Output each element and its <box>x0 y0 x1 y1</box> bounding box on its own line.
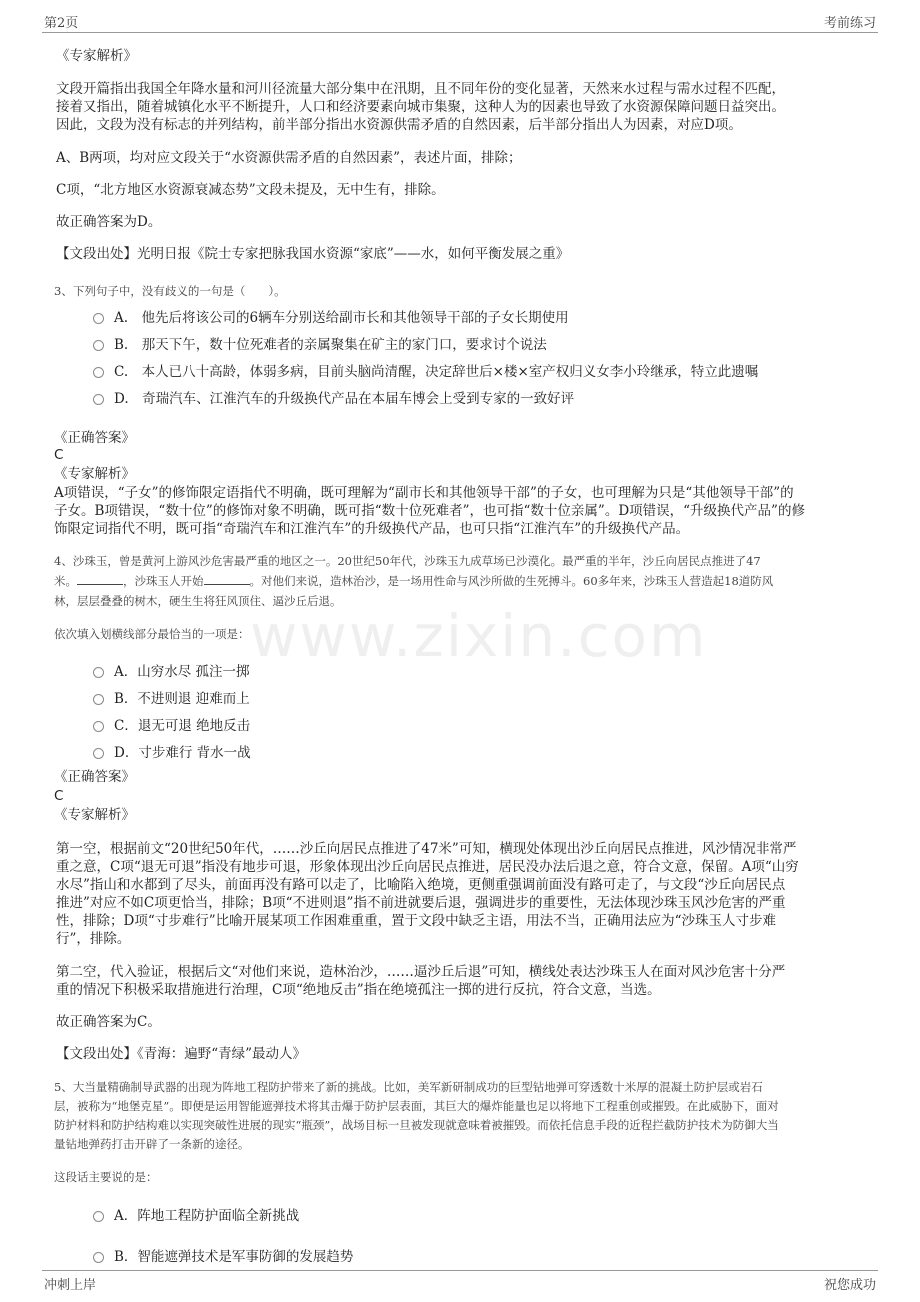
q3-analysis-line: 饰限定词指代不明，既可指“奇瑞汽车和江淮汽车”的升级换代产品，也可只指“江淮汽车”的升级换代产品。 <box>54 521 690 537</box>
q5-prompt: 这段话主要说的是： <box>54 1170 158 1184</box>
q4-analysis-line: 推进”对应不如C项更恰当，排除；B项“不进则退”指不前进就要后退，强调进步的重要性，无法体现沙珠玉风沙危害的严重 <box>56 895 786 911</box>
q4-analysis-line: 水尽”指山和水都到了尽头，前面再没有路可以走了，比喻陷入绝境，更侧重强调前面没有路可走了，与文段“沙丘向居民点 <box>56 877 786 893</box>
option-label: A. 他先后将该公司的6辆车分别送给副市长和其他领导干部的子女长期使用 <box>114 310 569 326</box>
q3-question: 3、下列句子中，没有歧义的一句是（ ）。 <box>54 284 286 298</box>
q4-stem-line <box>54 572 773 591</box>
q2-analysis-title: 《专家解析》 <box>56 48 137 64</box>
option-label: B．智能遮弹技术是军事防御的发展趋势 <box>114 1249 354 1265</box>
radio-icon[interactable] <box>93 1211 104 1222</box>
q2-analysis-line: C项，“北方地区水资源衰减态势”文段未提及，无中生有，排除。 <box>56 182 445 198</box>
q4-analysis-line: 行”，排除。 <box>56 931 131 947</box>
q3-option-c[interactable] <box>92 360 892 382</box>
q4-analysis-line: 重的情况下积极采取措施进行治理，C项“绝地反击”指在绝境孤注一掷的进行反抗，符合文意，当选。 <box>56 982 661 998</box>
option-label: B．不进则退 迎难而上 <box>114 691 250 707</box>
q4-analysis-title: 《专家解析》 <box>54 807 135 823</box>
q2-conclusion: 故正确答案为D。 <box>56 214 162 230</box>
footer-left: 冲刺上岸 <box>44 1278 97 1293</box>
watermark: www.zixin.com <box>250 602 708 670</box>
q4-option-b[interactable] <box>92 687 492 709</box>
footer-divider <box>42 1270 878 1271</box>
q4-stem-line: 4、沙珠玉，曾是黄河上游风沙危害最严重的地区之一。20世纪50年代，沙珠玉九成草场已沙漠化。最严重的半年，沙丘向居民点推进了47 <box>54 554 761 568</box>
q4-stem-part: 米。 <box>54 574 77 588</box>
fill-blank-2 <box>204 572 250 585</box>
q4-stem-part: 。对他们来说，造林治沙，是一场用性命与风沙所做的生死搏斗。60多年来，沙珠玉人营造起18道防风 <box>249 574 774 588</box>
fill-blank-1 <box>77 572 123 585</box>
radio-icon[interactable] <box>93 1252 104 1263</box>
q4-answer-title: 《正确答案》 <box>54 769 135 785</box>
q3-option-a[interactable] <box>92 306 892 328</box>
radio-icon[interactable] <box>93 721 104 732</box>
radio-icon[interactable] <box>93 667 104 678</box>
q5-stem-line: 防护材料和防护结构难以实现突破性进展的现实“瓶颈”，战场目标一旦被发现就意味着被摧毁。而依托信息手段的近程拦截防护技术为防御大当 <box>54 1118 779 1132</box>
option-label: C. 本人已八十高龄，体弱多病，目前头脑尚清醒，决定辞世后×楼×室产权归义女李小玲继承，特立此遗嘱 <box>114 364 759 380</box>
radio-icon[interactable] <box>93 340 104 351</box>
q4-analysis-line: 性，排除；D项“寸步难行”比喻开展某项工作困难重重，置于文段中缺乏主语，用法不当，正确用法应为“沙珠玉人寸步难 <box>56 913 777 929</box>
header-divider <box>42 32 878 33</box>
radio-icon[interactable] <box>93 394 104 405</box>
q4-answer: C <box>54 788 64 804</box>
q2-analysis-line: 接着又指出，随着城镇化水平不断提升，人口和经济要素向城市集聚，这种人为的因素也导致了水资源保障问题日益突出。 <box>56 99 785 115</box>
option-label: C．退无可退 绝地反击 <box>114 718 251 734</box>
option-label: D. 奇瑞汽车、江淮汽车的升级换代产品在本届车博会上受到专家的一致好评 <box>114 391 575 407</box>
q4-stem-part: ，沙珠玉人开始 <box>123 574 204 588</box>
option-label: D．寸步难行 背水一战 <box>114 745 251 761</box>
q2-source: 【文段出处】光明日报《院士专家把脉我国水资源“家底”——水，如何平衡发展之重》 <box>56 246 570 262</box>
footer-right: 祝您成功 <box>823 1278 876 1293</box>
q3-analysis-line: 子女。B项错误，“数十位”的修饰对象不明确，既可指“数十位死难者”，也可指“数十位亲属”。D项错误，“升级换代产品”的修 <box>54 503 805 519</box>
q3-answer-title: 《正确答案》 <box>54 430 135 446</box>
radio-icon[interactable] <box>93 313 104 324</box>
option-label: B. 那天下午，数十位死难者的亲属聚集在矿主的家门口，要求讨个说法 <box>114 337 547 353</box>
q2-analysis-line: 文段开篇指出我国全年降水量和河川径流量大部分集中在汛期，且不同年份的变化显著，天然来水过程与需水过程不匹配， <box>56 81 785 97</box>
q4-prompt: 依次填入划横线部分最恰当的一项是： <box>54 627 250 641</box>
q5-option-b[interactable] <box>92 1245 592 1267</box>
option-label: A．阵地工程防护面临全新挑战 <box>114 1208 300 1224</box>
option-label: A．山穷水尽 孤注一掷 <box>114 664 250 680</box>
q5-stem-line: 5、大当量精确制导武器的出现为阵地工程防护带来了新的挑战。比如，美军新研制成功的巨型钻地弹可穿透数十米厚的混凝土防护层或岩石 <box>54 1080 763 1094</box>
q2-analysis-line: 因此，文段为没有标志的并列结构，前半部分指出水资源供需矛盾的自然因素，后半部分指出人为因素，对应D项。 <box>56 117 742 133</box>
q4-stem-line: 林，层层叠叠的树木，硬生生将狂风顶住、逼沙丘后退。 <box>54 594 342 608</box>
radio-icon[interactable] <box>93 748 104 759</box>
q3-analysis-title: 《专家解析》 <box>54 466 135 482</box>
q4-analysis-line: 第一空，根据前文“20世纪50年代，……沙丘向居民点推进了47米”可知，横现处体现出沙丘向居民点推进，风沙情况非常严 <box>56 841 797 857</box>
q3-option-b[interactable] <box>92 333 892 355</box>
q5-stem-line: 层，被称为“地堡克星”。即便是运用智能遮弹技术将其击爆于防护层表面，其巨大的爆炸能量也足以将地下工程重创或摧毁。在此威胁下，面对 <box>54 1099 779 1113</box>
q4-conclusion: 故正确答案为C。 <box>56 1014 161 1030</box>
radio-icon[interactable] <box>93 367 104 378</box>
q3-analysis-line: A项错误，“子女”的修饰限定语指代不明确，既可理解为“副市长和其他领导干部”的子女，也可理解为只是“其他领导干部”的 <box>54 485 794 501</box>
q4-option-c[interactable] <box>92 714 492 736</box>
q5-stem-line: 量钻地弹药打击开辟了一条新的途径。 <box>54 1137 250 1151</box>
q5-option-a[interactable] <box>92 1204 592 1226</box>
q4-analysis-line: 重之意，C项“退无可退”指没有地步可退，形象体现出沙丘向居民点推进，居民没办法后退之意，符合文意，保留。A项“山穷 <box>56 859 799 875</box>
page-category: 考前练习 <box>823 16 876 31</box>
q3-answer: C <box>54 447 64 463</box>
q4-option-a[interactable] <box>92 660 492 682</box>
radio-icon[interactable] <box>93 694 104 705</box>
q4-analysis-line: 第二空，代入验证，根据后文“对他们来说，造林治沙，……逼沙丘后退”可知，横线处表达沙珠玉人在面对风沙危害十分严 <box>56 964 786 980</box>
q3-option-d[interactable] <box>92 387 892 409</box>
page-number: 第2页 <box>44 16 79 31</box>
q4-option-d[interactable] <box>92 741 492 763</box>
q4-source: 【文段出处】《青海：遍野“青绿”最动人》 <box>56 1046 307 1062</box>
q2-analysis-line: A、B两项，均对应文段关于“水资源供需矛盾的自然因素”，表述片面，排除； <box>56 150 522 166</box>
